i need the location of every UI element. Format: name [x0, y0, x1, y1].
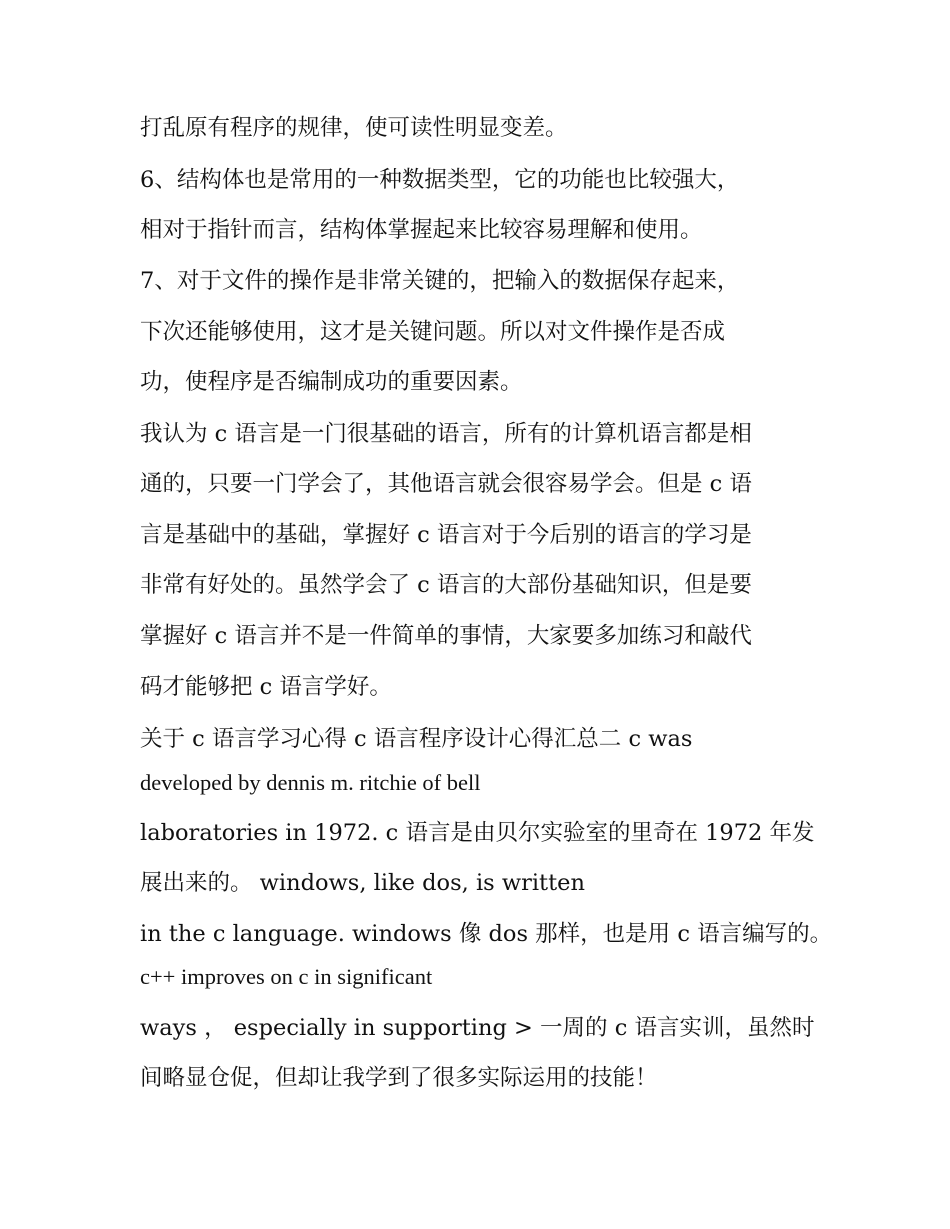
- text-line: in the c language. windows 像 dos 那样，也是用 c 语言编写的。: [140, 921, 833, 947]
- text-line: 7、对于文件的操作是非常关键的，把输入的数据保存起来，: [140, 268, 740, 294]
- text-line: c++ improves on c in significant: [140, 964, 433, 989]
- text-line: laboratories in 1972. c 语言是由贝尔实验室的里奇在 1972 年发: [140, 820, 815, 846]
- text-line: 下次还能够使用，这才是关键问题。所以对文件操作是否成: [140, 319, 726, 345]
- text-line: 言是基础中的基础，掌握好 c 语言对于今后别的语言的学习是: [140, 522, 752, 548]
- text-line: ways ， especially in supporting > 一周的 c 语言实训，虽然时: [140, 1015, 815, 1041]
- text-line: 通的，只要一门学会了，其他语言就会很容易学会。但是 c 语: [140, 471, 752, 497]
- text-line: 功，使程序是否编制成功的重要因素。: [140, 369, 523, 395]
- text-line: 间略显仓促，但却让我学到了很多实际运用的技能！: [140, 1065, 658, 1091]
- text-line: 非常有好处的。虽然学会了 c 语言的大部份基础知识，但是要: [140, 572, 752, 598]
- text-line: 展出来的。 windows, like dos, is written: [140, 870, 585, 896]
- text-line: 码才能够把 c 语言学好。: [140, 674, 392, 700]
- text-line: 关于 c 语言学习心得 c 语言程序设计心得汇总二 c was: [140, 726, 693, 752]
- text-line: 打乱原有程序的规律，使可读性明显变差。: [140, 115, 568, 141]
- text-line: 相对于指针而言，结构体掌握起来比较容易理解和使用。: [140, 217, 703, 243]
- text-line: 6、结构体也是常用的一种数据类型，它的功能也比较强大，: [140, 167, 740, 193]
- text-line: 掌握好 c 语言并不是一件简单的事情，大家要多加练习和敲代: [140, 623, 752, 649]
- text-line: 我认为 c 语言是一门很基础的语言，所有的计算机语言都是相: [140, 421, 752, 447]
- text-line: developed by dennis m. ritchie of bell: [140, 770, 481, 795]
